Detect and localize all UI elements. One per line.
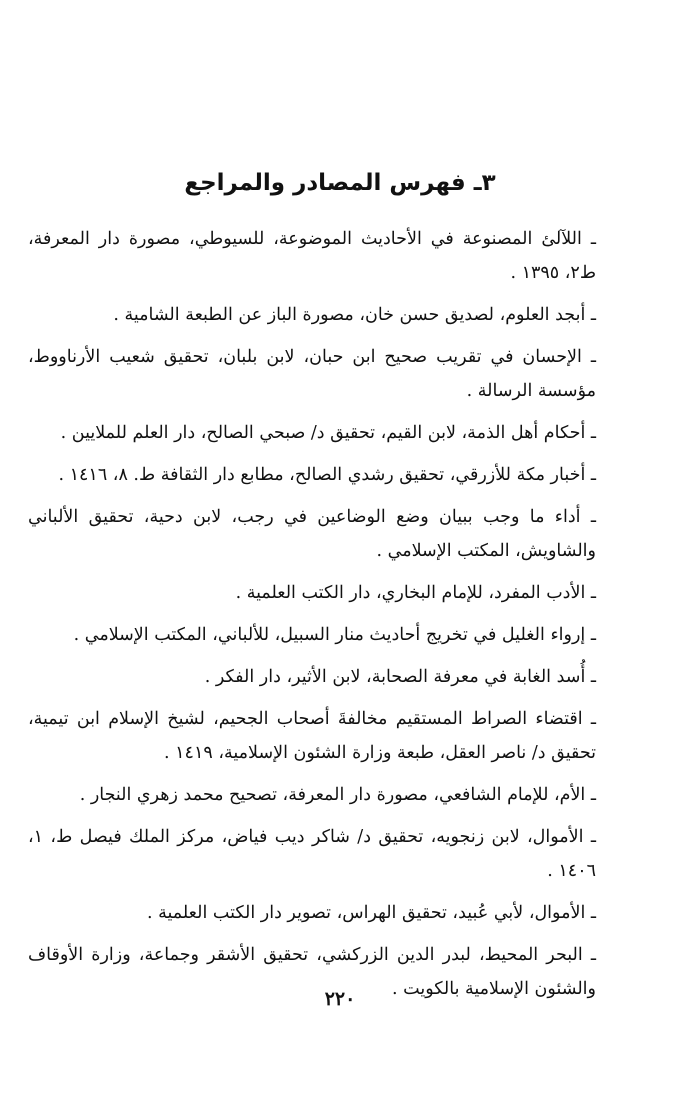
reference-entry: ـ الأدب المفرد، للإمام البخاري، دار الكتب العلمية . xyxy=(235,583,596,603)
reference-entry: ـ أُسد الغابة في معرفة الصحابة، لابن الأثير، دار الفكر . xyxy=(204,667,596,687)
reference-entry: ـ البحر المحيط، لبدر الدين الزركشي، تحقيق الأشقر وجماعة، وزارة الأوقاف والشئون الإسلامية بالكويت . xyxy=(28,945,596,999)
reference-entry: ـ اللآلئ المصنوعة في الأحاديث الموضوعة، للسيوطي، مصورة دار المعرفة، ط٢، ١٣٩٥ . xyxy=(28,229,596,283)
reference-entry: ـ أداء ما وجب ببيان وضع الوضاعين في رجب، لابن دحية، تحقيق الألباني والشاويش، المكتب الإسلامي . xyxy=(28,507,596,561)
reference-entry: ـ الأموال، لابن زنجويه، تحقيق د/ شاكر ديب فياض، مركز الملك فيصل ط، ١، ١٤٠٦ . xyxy=(28,827,596,881)
reference-entry: ـ أخبار مكة للأزرقي، تحقيق رشدي الصالح، مطابع دار الثقافة ط. ٨، ١٤١٦ . xyxy=(58,465,596,485)
reference-entry: ـ الإحسان في تقريب صحيح ابن حبان، لابن بلبان، تحقيق شعيب الأرناووط، مؤسسة الرسالة . xyxy=(28,347,596,401)
reference-entry: ـ أحكام أهل الذمة، لابن القيم، تحقيق د/ صبحي الصالح، دار العلم للملايين . xyxy=(60,423,596,443)
reference-entry: ـ اقتضاء الصراط المستقيم مخالفةَ أصحاب الجحيم، لشيخ الإسلام ابن تيمية، تحقيق د/ ناصر العقل، طبعة وزارة الشئون الإسلامية، ١٤١٩ . xyxy=(28,709,596,763)
section-heading: ٣ـ فهرس المصادر والمراجع xyxy=(184,170,496,196)
reference-entry: ـ أبجد العلوم، لصديق حسن خان، مصورة الباز عن الطبعة الشامية . xyxy=(113,305,596,325)
reference-entry: ـ إرواء الغليل في تخريج أحاديث منار السبيل، للألباني، المكتب الإسلامي . xyxy=(73,625,596,645)
reference-entry: ـ الأموال، لأبي عُبيد، تحقيق الهراس، تصوير دار الكتب العلمية . xyxy=(146,903,596,923)
reference-entry: ـ الأم، للإمام الشافعي، مصورة دار المعرفة، تصحيح محمد زهري النجار . xyxy=(79,785,596,805)
page-number: ٢٢٠ xyxy=(324,988,356,1010)
references-list xyxy=(28,222,596,1014)
